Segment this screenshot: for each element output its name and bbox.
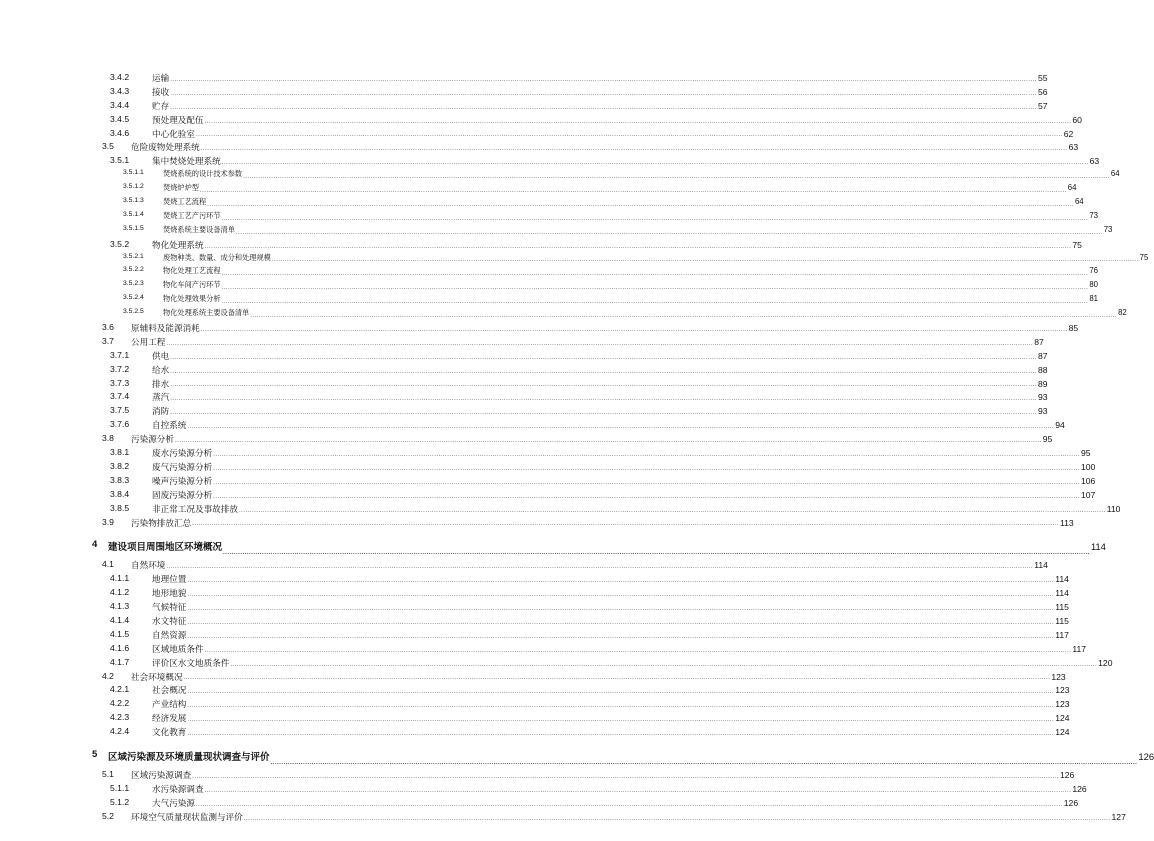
toc-entry-number: 3.5.2.4 bbox=[123, 294, 144, 302]
toc-entry[interactable] bbox=[0, 72, 1048, 86]
toc-entry[interactable] bbox=[0, 377, 1048, 392]
dot-leader: ................................................................................................................................................................................................................................................................................................................................................................................................................ bbox=[187, 730, 1055, 737]
toc-entry[interactable] bbox=[0, 419, 1065, 433]
toc-entry[interactable] bbox=[0, 113, 1082, 128]
toc-entry-number: 4.2 bbox=[102, 670, 114, 681]
toc-entry-number: 4.1.2 bbox=[110, 587, 130, 598]
dot-leader: ................................................................................................................................................................................................................................................................................................................................................................................................................ bbox=[223, 550, 1090, 557]
toc-entry-number: 3.4.5 bbox=[110, 113, 130, 124]
dot-leader: ................................................................................................................................................................................................................................................................................................................................................................................................................ bbox=[204, 787, 1072, 794]
toc-entry-page-number: 56 bbox=[1038, 86, 1048, 97]
toc-entry-title: 污染物排放汇总 bbox=[131, 517, 192, 528]
toc-entry-number: 4.2.2 bbox=[110, 698, 130, 709]
toc-entry[interactable] bbox=[0, 294, 1098, 308]
toc-entry-title: 公用工程 bbox=[131, 336, 166, 347]
toc-entry-title: 污染源分析 bbox=[131, 434, 174, 445]
toc-entry[interactable] bbox=[0, 782, 1087, 797]
dot-leader: ................................................................................................................................................................................................................................................................................................................................................................................................................ bbox=[183, 675, 1051, 682]
toc-entry-number: 3.5.2.5 bbox=[123, 308, 144, 316]
dot-leader: ................................................................................................................................................................................................................................................................................................................................................................................................................ bbox=[213, 479, 1080, 486]
toc-entry-title: 地理位置 bbox=[152, 574, 187, 585]
dot-leader: ................................................................................................................................................................................................................................................................................................................................................................................................................ bbox=[192, 773, 1059, 780]
toc-entry-title: 焚烧炉炉型 bbox=[163, 184, 199, 193]
toc-entry[interactable] bbox=[0, 559, 1048, 573]
toc-entry[interactable] bbox=[0, 238, 1082, 253]
toc-entry[interactable] bbox=[0, 488, 1096, 503]
dot-leader: ................................................................................................................................................................................................................................................................................................................................................................................................................ bbox=[187, 689, 1055, 696]
dot-leader: ................................................................................................................................................................................................................................................................................................................................................................................................................ bbox=[213, 493, 1080, 500]
toc-entry-page-number: 75 bbox=[1139, 252, 1149, 262]
toc-entry[interactable] bbox=[0, 99, 1048, 114]
toc-entry-number: 3.5.1.2 bbox=[123, 183, 144, 191]
toc-entry-number: 3.5.1.3 bbox=[123, 197, 144, 205]
toc-entry-title: 自然环境 bbox=[131, 560, 166, 571]
toc-entry-title: 固废污染源分析 bbox=[152, 489, 213, 500]
toc-entry-page-number: 81 bbox=[1089, 294, 1098, 304]
dot-leader: ................................................................................................................................................................................................................................................................................................................................................................................................................ bbox=[235, 229, 1103, 236]
toc-entry-title: 文化教育 bbox=[152, 727, 187, 738]
toc-entry[interactable] bbox=[0, 308, 1127, 322]
dot-leader: ................................................................................................................................................................................................................................................................................................................................................................................................................ bbox=[187, 592, 1055, 599]
dot-leader: ................................................................................................................................................................................................................................................................................................................................................................................................................ bbox=[170, 368, 1037, 375]
toc-entry-title: 噪声污染源分析 bbox=[152, 475, 213, 486]
toc-entry-title: 运输 bbox=[152, 73, 170, 83]
toc-entry[interactable] bbox=[0, 460, 1096, 475]
dot-leader: ................................................................................................................................................................................................................................................................................................................................................................................................................ bbox=[200, 326, 1068, 333]
toc-entry-page-number: 73 bbox=[1103, 224, 1113, 234]
toc-entry[interactable] bbox=[0, 322, 1079, 336]
toc-entry-number: 5.1 bbox=[102, 768, 114, 779]
toc-entry-number: 4.1.6 bbox=[110, 642, 130, 653]
toc-entry-title: 气候特征 bbox=[152, 602, 187, 613]
toc-entry[interactable] bbox=[0, 796, 1079, 811]
toc-entry-number: 4 bbox=[92, 539, 98, 551]
toc-entry[interactable] bbox=[0, 280, 1098, 294]
toc-entry-number: 5.2 bbox=[102, 810, 114, 821]
toc-entry-number: 3.5 bbox=[102, 141, 114, 152]
toc-entry-title: 焚烧系统的设计技术参数 bbox=[163, 170, 243, 179]
toc-entry-title: 自然资源 bbox=[152, 629, 187, 640]
toc-entry-title: 产业结构 bbox=[152, 699, 187, 710]
toc-entry-title: 供电 bbox=[152, 350, 170, 361]
toc-entry[interactable] bbox=[0, 335, 1044, 350]
dot-leader: ................................................................................................................................................................................................................................................................................................................................................................................................................ bbox=[166, 564, 1034, 571]
toc-entry[interactable] bbox=[0, 684, 1070, 698]
dot-leader: ................................................................................................................................................................................................................................................................................................................................................................................................................ bbox=[187, 619, 1055, 626]
dot-leader: ................................................................................................................................................................................................................................................................................................................................................................................................................ bbox=[221, 215, 1089, 222]
dot-leader: ................................................................................................................................................................................................................................................................................................................................................................................................................ bbox=[250, 313, 1118, 320]
toc-entry[interactable] bbox=[0, 516, 1074, 531]
toc-entry-title: 排水 bbox=[152, 378, 170, 389]
toc-entry-page-number: 114 bbox=[1090, 542, 1106, 554]
toc-entry-page-number: 63 bbox=[1089, 156, 1100, 167]
dot-leader: ................................................................................................................................................................................................................................................................................................................................................................................................................ bbox=[221, 271, 1089, 278]
dot-leader: ................................................................................................................................................................................................................................................................................................................................................................................................................ bbox=[270, 759, 1138, 766]
toc-entry-page-number: 123 bbox=[1055, 699, 1070, 710]
dot-leader: ................................................................................................................................................................................................................................................................................................................................................................................................................ bbox=[187, 578, 1055, 585]
toc-entry-title: 物化处理效果分析 bbox=[163, 295, 221, 304]
toc-entry[interactable] bbox=[0, 712, 1070, 726]
toc-entry-title: 非正常工况及事故排放 bbox=[152, 503, 238, 514]
dot-leader: ................................................................................................................................................................................................................................................................................................................................................................................................................ bbox=[243, 174, 1110, 181]
toc-entry[interactable] bbox=[0, 447, 1091, 461]
toc-entry-page-number: 95 bbox=[1042, 434, 1053, 445]
toc-entry-title: 废水污染源分析 bbox=[152, 448, 213, 459]
toc-entry[interactable] bbox=[0, 127, 1074, 142]
toc-entry-title: 物化处理系统 bbox=[152, 239, 204, 250]
dot-leader: ................................................................................................................................................................................................................................................................................................................................................................................................................ bbox=[170, 396, 1037, 403]
toc-entry-page-number: 85 bbox=[1068, 323, 1079, 334]
toc-entry-page-number: 124 bbox=[1055, 713, 1070, 724]
toc-entry[interactable] bbox=[0, 656, 1113, 671]
toc-entry-page-number: 124 bbox=[1055, 727, 1070, 738]
toc-entry-number: 5.1.2 bbox=[110, 796, 130, 807]
toc-entry-title: 消防 bbox=[152, 406, 170, 417]
toc-entry-number: 3.8.2 bbox=[110, 460, 130, 471]
toc-entry-title: 水污染源调查 bbox=[152, 783, 204, 794]
toc-entry[interactable] bbox=[0, 614, 1069, 629]
toc-entry[interactable] bbox=[0, 768, 1075, 783]
toc-entry-page-number: 80 bbox=[1089, 280, 1098, 290]
toc-entry-number: 3.8.3 bbox=[110, 474, 130, 485]
toc-entry-page-number: 117 bbox=[1055, 629, 1069, 640]
toc-entry-title: 蒸汽 bbox=[152, 392, 170, 403]
toc-entry-number: 4.2.1 bbox=[110, 684, 130, 695]
dot-leader: ................................................................................................................................................................................................................................................................................................................................................................................................................ bbox=[238, 507, 1106, 514]
toc-entry-page-number: 64 bbox=[1074, 197, 1084, 207]
toc-entry-title: 焚烧工艺流程 bbox=[163, 198, 207, 207]
toc-entry-page-number: 60 bbox=[1072, 114, 1082, 125]
toc-entry-page-number: 89 bbox=[1038, 378, 1048, 389]
dot-leader: ................................................................................................................................................................................................................................................................................................................................................................................................................ bbox=[221, 160, 1089, 167]
dot-leader: ................................................................................................................................................................................................................................................................................................................................................................................................................ bbox=[187, 703, 1055, 710]
toc-entry-title: 环境空气质量现状监测与评价 bbox=[131, 811, 243, 822]
dot-leader: ................................................................................................................................................................................................................................................................................................................................................................................................................ bbox=[187, 424, 1055, 431]
toc-entry-page-number: 95 bbox=[1080, 448, 1091, 459]
toc-entry-page-number: 75 bbox=[1072, 239, 1082, 250]
toc-entry-page-number: 93 bbox=[1038, 406, 1048, 417]
toc-entry-number: 3.8.1 bbox=[110, 447, 130, 458]
toc-entry[interactable] bbox=[0, 224, 1113, 239]
dot-leader: ................................................................................................................................................................................................................................................................................................................................................................................................................ bbox=[204, 118, 1072, 125]
table-of-contents bbox=[0, 72, 1154, 825]
toc-entry-page-number: 127 bbox=[1111, 811, 1126, 822]
toc-entry-number: 4.1.4 bbox=[110, 614, 130, 625]
toc-entry[interactable] bbox=[0, 391, 1048, 405]
toc-entry-title: 自控系统 bbox=[152, 420, 187, 431]
toc-entry-number: 3.4.6 bbox=[110, 127, 130, 138]
dot-leader: ................................................................................................................................................................................................................................................................................................................................................................................................................ bbox=[192, 521, 1059, 528]
toc-entry-title: 预处理及配伍 bbox=[152, 114, 204, 125]
toc-entry-number: 3.5.2 bbox=[110, 238, 130, 249]
toc-entry-page-number: 123 bbox=[1051, 671, 1066, 682]
toc-entry-page-number: 87 bbox=[1038, 350, 1048, 361]
dot-leader: ................................................................................................................................................................................................................................................................................................................................................................................................................ bbox=[221, 285, 1089, 292]
toc-entry-number: 3.8 bbox=[102, 433, 114, 444]
toc-entry-number: 3.4.3 bbox=[110, 85, 130, 96]
toc-entry-number: 3.7.3 bbox=[110, 377, 130, 388]
toc-entry-title: 中心化验室 bbox=[152, 128, 195, 139]
toc-entry-number: 3.4.4 bbox=[110, 99, 130, 110]
toc-entry[interactable] bbox=[0, 210, 1098, 225]
toc-entry-number: 4.1.7 bbox=[110, 656, 130, 667]
toc-entry-title: 区域污染源及环境质量现状调查与评价 bbox=[108, 751, 270, 763]
toc-entry[interactable] bbox=[0, 183, 1077, 197]
toc-entry-page-number: 110 bbox=[1106, 503, 1121, 514]
toc-entry[interactable] bbox=[0, 628, 1069, 643]
toc-entry-title: 区域污染源调查 bbox=[131, 769, 192, 780]
toc-entry-number: 5.1.1 bbox=[110, 782, 130, 793]
toc-entry-page-number: 117 bbox=[1072, 643, 1087, 654]
dot-leader: ................................................................................................................................................................................................................................................................................................................................................................................................................ bbox=[187, 605, 1055, 612]
toc-entry[interactable] bbox=[0, 810, 1126, 825]
toc-entry-number: 3.7.4 bbox=[110, 391, 130, 402]
toc-entry-title: 经济发展 bbox=[152, 713, 187, 724]
toc-entry-page-number: 126 bbox=[1138, 751, 1154, 763]
toc-entry-page-number: 120 bbox=[1098, 657, 1113, 668]
toc-entry[interactable] bbox=[0, 405, 1048, 419]
toc-entry-page-number: 57 bbox=[1038, 100, 1048, 111]
toc-entry[interactable] bbox=[0, 587, 1069, 601]
toc-entry-title: 水文特征 bbox=[152, 615, 187, 626]
toc-entry-number: 3.7.5 bbox=[110, 405, 130, 416]
toc-entry-page-number: 93 bbox=[1038, 392, 1048, 403]
toc-entry-number: 4.1 bbox=[102, 559, 114, 570]
toc-entry-page-number: 100 bbox=[1080, 461, 1096, 472]
toc-entry-title: 废气污染源分析 bbox=[152, 461, 213, 472]
toc-entry[interactable] bbox=[0, 698, 1070, 712]
toc-entry[interactable] bbox=[0, 141, 1079, 155]
toc-entry-page-number: 114 bbox=[1034, 560, 1048, 571]
toc-entry[interactable] bbox=[0, 726, 1070, 740]
dot-leader: ................................................................................................................................................................................................................................................................................................................................................................................................................ bbox=[213, 465, 1080, 472]
dot-leader: ................................................................................................................................................................................................................................................................................................................................................................................................................ bbox=[170, 76, 1037, 83]
dot-leader: ................................................................................................................................................................................................................................................................................................................................................................................................................ bbox=[195, 132, 1063, 139]
toc-entry-title: 社会概况 bbox=[152, 685, 187, 696]
toc-entry-page-number: 126 bbox=[1072, 783, 1087, 794]
toc-entry[interactable] bbox=[0, 573, 1069, 587]
toc-entry-title: 焚烧系统主要设备清单 bbox=[163, 225, 235, 234]
dot-leader: ................................................................................................................................................................................................................................................................................................................................................................................................................ bbox=[195, 801, 1063, 808]
dot-leader: ................................................................................................................................................................................................................................................................................................................................................................................................................ bbox=[221, 299, 1089, 306]
toc-entry-page-number: 115 bbox=[1055, 615, 1069, 626]
toc-entry-number: 3.8.4 bbox=[110, 488, 130, 499]
toc-entry-number: 3.5.2.2 bbox=[123, 266, 144, 274]
toc-entry[interactable] bbox=[0, 670, 1066, 685]
toc-entry-page-number: 87 bbox=[1034, 336, 1044, 347]
dot-leader: ................................................................................................................................................................................................................................................................................................................................................................................................................ bbox=[243, 815, 1111, 822]
toc-entry[interactable] bbox=[0, 252, 1149, 267]
dot-leader: ................................................................................................................................................................................................................................................................................................................................................................................................................ bbox=[187, 717, 1055, 724]
dot-leader: ................................................................................................................................................................................................................................................................................................................................................................................................................ bbox=[170, 354, 1037, 361]
toc-entry-page-number: 64 bbox=[1110, 169, 1120, 179]
toc-entry-number: 3.5.1.4 bbox=[123, 210, 144, 218]
toc-entry-page-number: 114 bbox=[1055, 574, 1069, 585]
toc-entry-number: 3.5.1.1 bbox=[123, 169, 144, 177]
toc-entry-page-number: 82 bbox=[1118, 308, 1127, 318]
dot-leader: ................................................................................................................................................................................................................................................................................................................................................................................................................ bbox=[204, 647, 1072, 654]
dot-leader: ................................................................................................................................................................................................................................................................................................................................................................................................................ bbox=[166, 340, 1034, 347]
toc-entry-number: 3.6 bbox=[102, 322, 114, 333]
dot-leader: ................................................................................................................................................................................................................................................................................................................................................................................................................ bbox=[230, 661, 1098, 668]
dot-leader: ................................................................................................................................................................................................................................................................................................................................................................................................................ bbox=[271, 257, 1139, 264]
toc-entry-page-number: 94 bbox=[1055, 420, 1065, 431]
dot-leader: ................................................................................................................................................................................................................................................................................................................................................................................................................ bbox=[187, 633, 1055, 640]
dot-leader: ................................................................................................................................................................................................................................................................................................................................................................................................................ bbox=[170, 90, 1037, 97]
toc-entry-number: 3.4.2 bbox=[110, 72, 130, 82]
toc-entry-title: 区域地质条件 bbox=[152, 643, 204, 654]
toc-entry-page-number: 126 bbox=[1063, 797, 1079, 808]
dot-leader: ................................................................................................................................................................................................................................................................................................................................................................................................................ bbox=[204, 243, 1072, 250]
toc-entry-number: 3.7 bbox=[102, 335, 114, 346]
toc-entry[interactable] bbox=[0, 474, 1096, 489]
toc-entry-number: 3.7.1 bbox=[110, 349, 130, 360]
toc-entry-title: 大气污染源 bbox=[152, 797, 195, 808]
toc-entry-title: 废物种类、数量、成分和处理规模 bbox=[163, 253, 271, 262]
toc-entry-title: 原辅料及能源消耗 bbox=[131, 323, 200, 334]
toc-entry[interactable] bbox=[0, 155, 1100, 169]
toc-entry-number: 3.5.2.3 bbox=[123, 280, 144, 288]
toc-entry-page-number: 64 bbox=[1067, 183, 1077, 193]
dot-leader: ................................................................................................................................................................................................................................................................................................................................................................................................................ bbox=[200, 146, 1068, 153]
toc-entry-title: 建设项目周围地区环境概况 bbox=[108, 542, 223, 554]
toc-entry-title: 物化处理系统主要设备清单 bbox=[163, 309, 250, 318]
toc-entry-page-number: 73 bbox=[1089, 210, 1098, 220]
toc-entry-page-number: 123 bbox=[1055, 685, 1070, 696]
toc-entry[interactable] bbox=[0, 85, 1048, 100]
toc-entry-number: 3.8.5 bbox=[110, 502, 130, 513]
toc-entry[interactable] bbox=[0, 433, 1053, 447]
toc-entry-title: 危险废物处理系统 bbox=[131, 142, 200, 153]
toc-entry-number: 4.1.3 bbox=[110, 601, 130, 612]
dot-leader: ................................................................................................................................................................................................................................................................................................................................................................................................................ bbox=[170, 410, 1037, 417]
toc-entry[interactable] bbox=[0, 169, 1120, 183]
toc-entry-title: 给水 bbox=[152, 364, 170, 375]
toc-entry-page-number: 106 bbox=[1080, 475, 1096, 486]
toc-entry-title: 评价区水文地质条件 bbox=[152, 657, 230, 668]
toc-entry[interactable] bbox=[0, 197, 1084, 211]
toc-entry[interactable] bbox=[0, 539, 1106, 559]
toc-entry-title: 物化处理工艺流程 bbox=[163, 267, 221, 276]
toc-entry-page-number: 62 bbox=[1063, 128, 1074, 139]
toc-entry-title: 贮存 bbox=[152, 100, 170, 111]
dot-leader: ................................................................................................................................................................................................................................................................................................................................................................................................................ bbox=[170, 104, 1037, 111]
toc-entry[interactable] bbox=[0, 349, 1048, 364]
toc-entry-page-number: 55 bbox=[1038, 73, 1048, 83]
dot-leader: ................................................................................................................................................................................................................................................................................................................................................................................................................ bbox=[213, 451, 1080, 458]
toc-entry-title: 集中焚烧处理系统 bbox=[152, 156, 221, 167]
toc-entry-page-number: 63 bbox=[1068, 142, 1079, 153]
dot-leader: ................................................................................................................................................................................................................................................................................................................................................................................................................ bbox=[207, 201, 1074, 208]
toc-entry[interactable] bbox=[0, 748, 1154, 769]
toc-entry-number: 3.5.1 bbox=[110, 155, 130, 166]
toc-entry[interactable] bbox=[0, 601, 1069, 615]
toc-entry-number: 4.2.3 bbox=[110, 712, 130, 723]
toc-entry-number: 3.9 bbox=[102, 516, 114, 527]
toc-entry-page-number: 113 bbox=[1059, 517, 1074, 528]
toc-entry-page-number: 126 bbox=[1059, 769, 1075, 780]
toc-entry[interactable] bbox=[0, 266, 1098, 280]
toc-entry-title: 焚烧工艺产污环节 bbox=[163, 211, 221, 220]
dot-leader: ................................................................................................................................................................................................................................................................................................................................................................................................................ bbox=[170, 382, 1037, 389]
toc-entry[interactable] bbox=[0, 502, 1121, 517]
toc-entry-page-number: 76 bbox=[1089, 266, 1098, 276]
toc-entry-number: 4.2.4 bbox=[110, 726, 130, 737]
toc-entry-number: 4.1.5 bbox=[110, 628, 130, 639]
toc-entry-title: 社会环境概况 bbox=[131, 671, 183, 682]
toc-entry-number: 3.5.1.5 bbox=[123, 224, 144, 232]
toc-entry-page-number: 114 bbox=[1055, 588, 1069, 599]
toc-entry-number: 5 bbox=[92, 748, 98, 760]
toc-entry-number: 3.7.2 bbox=[110, 363, 130, 374]
dot-leader: ................................................................................................................................................................................................................................................................................................................................................................................................................ bbox=[174, 438, 1042, 445]
toc-entry-number: 3.5.2.1 bbox=[123, 252, 144, 260]
toc-entry[interactable] bbox=[0, 363, 1048, 378]
toc-entry-title: 地形地貌 bbox=[152, 588, 187, 599]
toc-entry-page-number: 107 bbox=[1080, 489, 1096, 500]
toc-entry-page-number: 88 bbox=[1038, 364, 1048, 375]
toc-entry-page-number: 115 bbox=[1055, 602, 1069, 613]
toc-entry-title: 物化车间产污环节 bbox=[163, 281, 221, 290]
toc-entry-title: 接收 bbox=[152, 86, 170, 97]
toc-entry-number: 3.7.6 bbox=[110, 419, 130, 430]
dot-leader: ................................................................................................................................................................................................................................................................................................................................................................................................................ bbox=[199, 188, 1067, 195]
toc-entry-number: 4.1.1 bbox=[110, 573, 130, 584]
toc-entry[interactable] bbox=[0, 642, 1087, 657]
